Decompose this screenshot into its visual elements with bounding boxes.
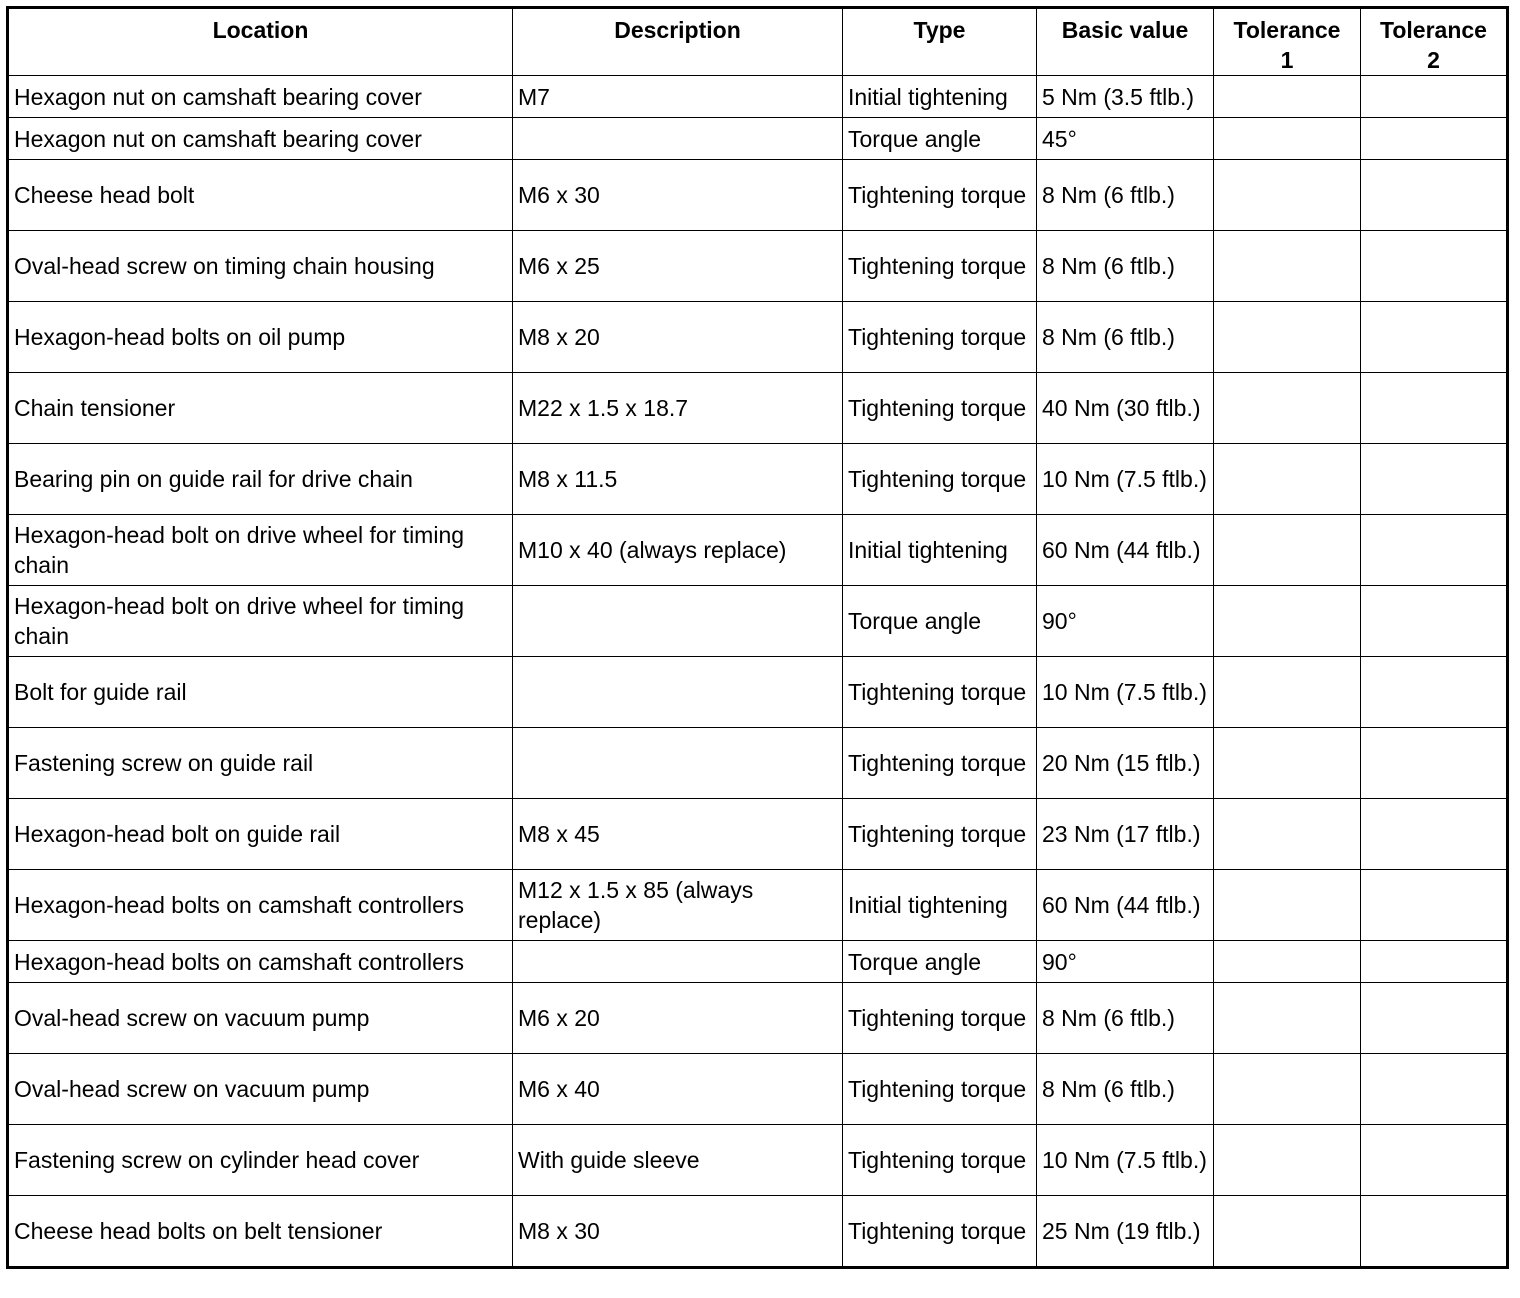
cell-description: M6 x 20 xyxy=(513,983,843,1054)
cell-location: Chain tensioner xyxy=(8,373,513,444)
column-header-location: Location xyxy=(8,8,513,76)
cell-description: M10 x 40 (always replace) xyxy=(513,515,843,586)
cell-basic-value: 8 Nm (6 ftlb.) xyxy=(1037,160,1214,231)
cell-tolerance-1 xyxy=(1214,983,1361,1054)
cell-description xyxy=(513,657,843,728)
cell-type: Tightening torque xyxy=(843,231,1037,302)
column-header-basic-value: Basic value xyxy=(1037,8,1214,76)
cell-basic-value: 90° xyxy=(1037,941,1214,983)
cell-tolerance-1 xyxy=(1214,515,1361,586)
cell-location: Fastening screw on cylinder head cover xyxy=(8,1125,513,1196)
cell-location: Hexagon-head bolts on camshaft controllers xyxy=(8,941,513,983)
cell-basic-value: 8 Nm (6 ftlb.) xyxy=(1037,231,1214,302)
cell-type: Tightening torque xyxy=(843,160,1037,231)
cell-tolerance-1 xyxy=(1214,657,1361,728)
cell-location: Oval-head screw on vacuum pump xyxy=(8,983,513,1054)
cell-basic-value: 60 Nm (44 ftlb.) xyxy=(1037,515,1214,586)
cell-description: M8 x 20 xyxy=(513,302,843,373)
column-header-description: Description xyxy=(513,8,843,76)
table-row xyxy=(8,1054,1508,1125)
column-header-type: Type xyxy=(843,8,1037,76)
cell-description xyxy=(513,728,843,799)
cell-description: M8 x 45 xyxy=(513,799,843,870)
table-row xyxy=(8,76,1508,118)
cell-location: Cheese head bolt xyxy=(8,160,513,231)
cell-type: Initial tightening xyxy=(843,870,1037,941)
cell-tolerance-1 xyxy=(1214,728,1361,799)
cell-type: Tightening torque xyxy=(843,302,1037,373)
cell-location: Oval-head screw on vacuum pump xyxy=(8,1054,513,1125)
cell-tolerance-2 xyxy=(1361,983,1508,1054)
cell-tolerance-2 xyxy=(1361,586,1508,657)
table-row xyxy=(8,444,1508,515)
cell-tolerance-2 xyxy=(1361,160,1508,231)
cell-type: Initial tightening xyxy=(843,76,1037,118)
cell-tolerance-1 xyxy=(1214,76,1361,118)
cell-basic-value: 25 Nm (19 ftlb.) xyxy=(1037,1196,1214,1268)
table-row xyxy=(8,302,1508,373)
cell-basic-value: 10 Nm (7.5 ftlb.) xyxy=(1037,657,1214,728)
cell-basic-value: 10 Nm (7.5 ftlb.) xyxy=(1037,1125,1214,1196)
cell-basic-value: 20 Nm (15 ftlb.) xyxy=(1037,728,1214,799)
table-header-row xyxy=(8,8,1508,76)
cell-basic-value: 8 Nm (6 ftlb.) xyxy=(1037,1054,1214,1125)
cell-type: Tightening torque xyxy=(843,1125,1037,1196)
table-row xyxy=(8,160,1508,231)
cell-type: Torque angle xyxy=(843,118,1037,160)
table-row xyxy=(8,983,1508,1054)
cell-tolerance-1 xyxy=(1214,799,1361,870)
cell-location: Oval-head screw on timing chain housing xyxy=(8,231,513,302)
table-row xyxy=(8,1125,1508,1196)
cell-location: Bearing pin on guide rail for drive chain xyxy=(8,444,513,515)
cell-description xyxy=(513,118,843,160)
cell-tolerance-1 xyxy=(1214,941,1361,983)
cell-basic-value: 45° xyxy=(1037,118,1214,160)
cell-type: Tightening torque xyxy=(843,1196,1037,1268)
cell-tolerance-2 xyxy=(1361,515,1508,586)
cell-tolerance-1 xyxy=(1214,1125,1361,1196)
cell-tolerance-2 xyxy=(1361,728,1508,799)
cell-basic-value: 8 Nm (6 ftlb.) xyxy=(1037,302,1214,373)
cell-description: M8 x 11.5 xyxy=(513,444,843,515)
cell-tolerance-1 xyxy=(1214,231,1361,302)
cell-type: Tightening torque xyxy=(843,444,1037,515)
cell-type: Torque angle xyxy=(843,586,1037,657)
cell-description: M12 x 1.5 x 85 (always replace) xyxy=(513,870,843,941)
cell-tolerance-2 xyxy=(1361,870,1508,941)
cell-tolerance-2 xyxy=(1361,1196,1508,1268)
cell-description: M6 x 40 xyxy=(513,1054,843,1125)
cell-tolerance-2 xyxy=(1361,1125,1508,1196)
column-header-tolerance-1 xyxy=(1214,8,1361,76)
table-row xyxy=(8,870,1508,941)
cell-tolerance-1 xyxy=(1214,1054,1361,1125)
cell-description: With guide sleeve xyxy=(513,1125,843,1196)
cell-basic-value: 5 Nm (3.5 ftlb.) xyxy=(1037,76,1214,118)
cell-tolerance-2 xyxy=(1361,373,1508,444)
tolerance-1-label: Tolerance xyxy=(1233,17,1341,43)
table-row xyxy=(8,118,1508,160)
cell-basic-value: 10 Nm (7.5 ftlb.) xyxy=(1037,444,1214,515)
table-row xyxy=(8,799,1508,870)
tolerance-2-number: 2 xyxy=(1427,47,1440,73)
cell-basic-value: 23 Nm (17 ftlb.) xyxy=(1037,799,1214,870)
table-row xyxy=(8,231,1508,302)
cell-tolerance-1 xyxy=(1214,444,1361,515)
cell-type: Initial tightening xyxy=(843,515,1037,586)
cell-description: M8 x 30 xyxy=(513,1196,843,1268)
cell-location: Hexagon-head bolt on drive wheel for timing chain xyxy=(8,515,513,586)
cell-tolerance-2 xyxy=(1361,76,1508,118)
cell-type: Tightening torque xyxy=(843,657,1037,728)
cell-description xyxy=(513,941,843,983)
cell-location: Hexagon-head bolt on drive wheel for timing chain xyxy=(8,586,513,657)
cell-tolerance-2 xyxy=(1361,1054,1508,1125)
torque-spec-table xyxy=(6,6,1509,1269)
cell-tolerance-2 xyxy=(1361,444,1508,515)
cell-description: M6 x 25 xyxy=(513,231,843,302)
cell-basic-value: 90° xyxy=(1037,586,1214,657)
cell-tolerance-1 xyxy=(1214,373,1361,444)
cell-type: Tightening torque xyxy=(843,373,1037,444)
cell-tolerance-1 xyxy=(1214,160,1361,231)
table-row xyxy=(8,657,1508,728)
tolerance-2-label: Tolerance xyxy=(1380,17,1487,43)
table-row xyxy=(8,1196,1508,1268)
column-header-tolerance-2 xyxy=(1361,8,1508,76)
cell-description: M6 x 30 xyxy=(513,160,843,231)
table-row xyxy=(8,373,1508,444)
cell-description xyxy=(513,586,843,657)
cell-location: Hexagon-head bolts on oil pump xyxy=(8,302,513,373)
cell-basic-value: 8 Nm (6 ftlb.) xyxy=(1037,983,1214,1054)
cell-tolerance-2 xyxy=(1361,231,1508,302)
cell-type: Tightening torque xyxy=(843,728,1037,799)
cell-basic-value: 40 Nm (30 ftlb.) xyxy=(1037,373,1214,444)
table-row xyxy=(8,941,1508,983)
cell-tolerance-1 xyxy=(1214,118,1361,160)
cell-tolerance-1 xyxy=(1214,1196,1361,1268)
cell-location: Cheese head bolts on belt tensioner xyxy=(8,1196,513,1268)
table-row xyxy=(8,728,1508,799)
table-row xyxy=(8,515,1508,586)
cell-tolerance-2 xyxy=(1361,941,1508,983)
cell-type: Tightening torque xyxy=(843,1054,1037,1125)
cell-basic-value: 60 Nm (44 ftlb.) xyxy=(1037,870,1214,941)
cell-tolerance-1 xyxy=(1214,302,1361,373)
cell-location: Hexagon nut on camshaft bearing cover xyxy=(8,118,513,160)
cell-tolerance-2 xyxy=(1361,657,1508,728)
table-row xyxy=(8,586,1508,657)
cell-tolerance-1 xyxy=(1214,870,1361,941)
cell-type: Torque angle xyxy=(843,941,1037,983)
tolerance-1-number: 1 xyxy=(1280,47,1294,73)
cell-location: Bolt for guide rail xyxy=(8,657,513,728)
table-body xyxy=(8,76,1508,1268)
cell-location: Hexagon-head bolt on guide rail xyxy=(8,799,513,870)
cell-type: Tightening torque xyxy=(843,799,1037,870)
cell-description: M7 xyxy=(513,76,843,118)
cell-tolerance-1 xyxy=(1214,586,1361,657)
cell-location: Fastening screw on guide rail xyxy=(8,728,513,799)
cell-type: Tightening torque xyxy=(843,983,1037,1054)
cell-location: Hexagon nut on camshaft bearing cover xyxy=(8,76,513,118)
cell-tolerance-2 xyxy=(1361,799,1508,870)
cell-description: M22 x 1.5 x 18.7 xyxy=(513,373,843,444)
cell-tolerance-2 xyxy=(1361,302,1508,373)
cell-tolerance-2 xyxy=(1361,118,1508,160)
cell-location: Hexagon-head bolts on camshaft controllers xyxy=(8,870,513,941)
